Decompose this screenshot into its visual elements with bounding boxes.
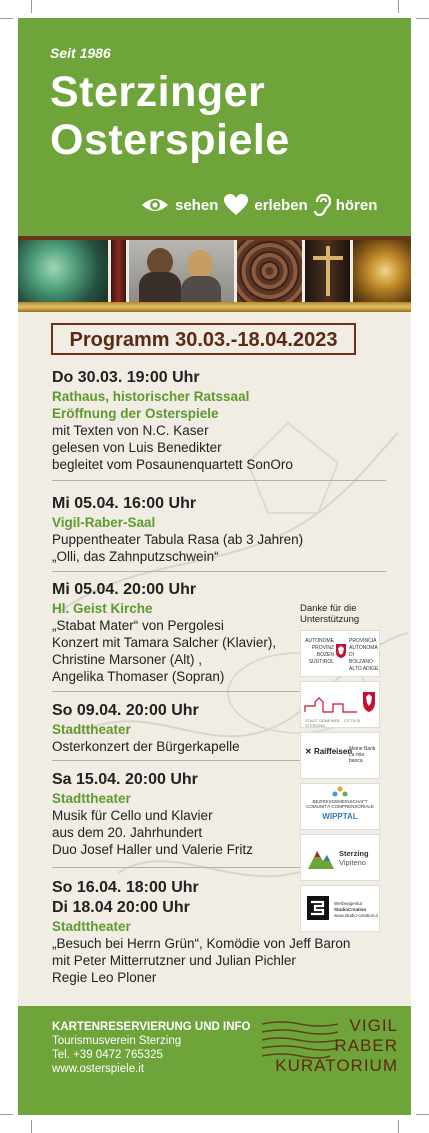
wipptal-name: WIPPTAL <box>322 812 358 821</box>
vigil-line-1: VIGIL <box>349 1016 398 1035</box>
sponsor-column <box>300 603 411 936</box>
poster-title <box>50 68 290 164</box>
crop-mark <box>416 18 429 19</box>
event-date: So 16.04. 18:00 Uhr <box>52 879 199 896</box>
crop-mark <box>416 1114 429 1115</box>
ticket-phone: Tel. +39 0472 765325 <box>52 1049 163 1061</box>
logo-stadt-sterzing <box>300 681 380 728</box>
crop-mark <box>0 1114 13 1115</box>
ticket-website[interactable]: www.osterspiele.it <box>52 1063 145 1075</box>
photo-crucifix <box>305 240 350 302</box>
event-date: Mi 05.04. 20:00 Uhr <box>52 581 197 598</box>
crop-mark <box>31 0 32 13</box>
logo-province <box>300 630 380 677</box>
province-it-2: AUTONOMA <box>349 645 378 651</box>
photo-strip <box>18 240 411 302</box>
event-1 <box>52 368 293 473</box>
sterzing-name: Sterzing <box>339 849 369 858</box>
mountain-logo-icon <box>307 845 335 871</box>
event-line: „Olli, das Zahnputzschwein“ <box>52 549 219 564</box>
event-line: gelesen von Luis Benedikter <box>52 440 222 455</box>
header-banner <box>18 18 411 236</box>
province-it-3: DI BOLZANO <box>349 652 373 665</box>
photo-musicians-portrait <box>129 240 234 302</box>
studio-creation-mark-icon <box>307 896 329 920</box>
gold-stripe <box>18 302 411 312</box>
photo-green-sculpture <box>18 240 108 302</box>
event-4 <box>52 701 240 755</box>
province-de-4: SÜDTIROL <box>308 659 334 665</box>
raiffeisen-cross-icon: ✕ <box>305 747 312 756</box>
logo-wipptal <box>300 783 380 830</box>
eagle-crest-icon <box>335 643 347 659</box>
title-line-1: Sterzinger <box>50 68 266 116</box>
raiffeisen-line-1: Meine Bank <box>349 746 376 752</box>
stadt-caption: STADT GEMEINDE - CITTÀ DI STERZING <box>305 718 361 728</box>
event-line: „Stabat Mater“ von Pergolesi <box>52 618 224 633</box>
wipptal-line-2: COMUNITÀ COMPRENSORIALE <box>306 804 374 809</box>
crop-mark <box>398 0 399 13</box>
event-line: Duo Josef Haller und Valerie Fritz <box>52 842 253 857</box>
event-2 <box>52 494 303 565</box>
logo-sterzing-vipiteno <box>300 834 380 881</box>
province-de-1: AUTONOME <box>305 638 334 644</box>
event-line: Osterkonzert der Bürgerkapelle <box>52 739 240 754</box>
province-it-4: ALTO ADIGE <box>349 666 379 672</box>
vigil-raber-logo <box>258 1014 398 1084</box>
event-venue: Rathaus, historischer Ratssaal <box>52 389 250 404</box>
sponsor-title <box>300 603 411 625</box>
vigil-line-2: RABER <box>334 1036 398 1055</box>
studio-line-1: Werbeagentur <box>334 901 363 906</box>
logo-studio-creation <box>300 885 380 932</box>
event-date: Do 30.03. 19:00 Uhr <box>52 369 200 386</box>
event-date: Sa 15.04. 20:00 Uhr <box>52 771 198 788</box>
separator <box>52 571 386 572</box>
crop-mark <box>398 1120 399 1133</box>
ticket-info <box>52 1020 251 1076</box>
event-line: aus dem 20. Jahrhundert <box>52 825 203 840</box>
ear-icon <box>313 194 331 216</box>
photo-wood-carving <box>237 240 302 302</box>
poster <box>18 18 411 1115</box>
event-highlight: Eröffnung der Osterspiele <box>52 406 219 421</box>
sponsor-title-line-2: Unterstützung <box>300 614 360 625</box>
event-line: „Besuch bei Herrn Grün“, Komödie von Jeff Baron <box>52 936 351 951</box>
footer-banner <box>18 1006 411 1115</box>
separator <box>52 480 386 481</box>
title-line-2: Osterspiele <box>50 116 290 164</box>
since-label: Seit 1986 <box>50 45 111 61</box>
slogan-hoeren: hören <box>335 196 378 214</box>
event-line: mit Texten von N.C. Kaser <box>52 423 209 438</box>
town-skyline-icon <box>303 688 377 714</box>
separator <box>52 760 300 761</box>
event-line: mit Peter Mitterrutzner und Julian Pichler <box>52 953 296 968</box>
program-title: Programm 30.03.-18.04.2023 <box>69 329 338 351</box>
province-it-1: PROVINCIA <box>349 638 377 644</box>
event-date: Mi 05.04. 16:00 Uhr <box>52 495 197 512</box>
event-3 <box>52 580 276 685</box>
wipptal-line-1: BEZIRKSGEMEINSCHAFT <box>312 799 368 804</box>
vipiteno-name: Vipiteno <box>339 858 366 867</box>
photo-brass-instrument <box>353 240 411 302</box>
event-date: So 09.04. 20:00 Uhr <box>52 702 199 719</box>
event-line: Musik für Cello und Klavier <box>52 808 213 823</box>
vigil-line-3: KURATORIUM <box>275 1056 398 1075</box>
eye-icon <box>140 195 170 215</box>
ticket-org: Tourismusverein Sterzing <box>52 1035 182 1047</box>
event-line: begleitet vom Posaunenquartett SonOro <box>52 457 293 472</box>
studio-line-3: www.studio-creation.it <box>334 913 378 918</box>
crop-mark <box>31 1120 32 1133</box>
event-line: Regie Leo Ploner <box>52 970 157 985</box>
ticket-heading: KARTENRESERVIERUNG UND INFO <box>52 1021 251 1033</box>
photo-red-detail <box>111 240 126 302</box>
event-line: Christine Marsoner (Alt) , <box>52 652 203 667</box>
event-venue: Stadttheater <box>52 722 131 737</box>
slogan-sehen: sehen <box>175 196 219 214</box>
slogan-erleben: erleben <box>254 196 308 214</box>
sponsor-title-line-1: Danke für die <box>300 603 357 614</box>
slogan <box>140 194 377 216</box>
crop-mark <box>0 18 13 19</box>
separator <box>52 691 300 692</box>
event-5 <box>52 770 253 858</box>
event-venue: Stadttheater <box>52 791 131 806</box>
event-venue: Hl. Geist Kirche <box>52 601 153 616</box>
program-title-box <box>51 323 356 355</box>
event-line: Konzert mit Tamara Salcher (Klavier), <box>52 635 277 650</box>
separator <box>52 867 300 868</box>
logo-raiffeisen <box>300 732 380 779</box>
wipptal-dots-icon <box>330 786 350 798</box>
province-de-2: PROVINZ <box>311 645 334 651</box>
province-de-3: BOZEN <box>316 652 334 658</box>
raiffeisen-name: Raiffeisen <box>313 747 353 756</box>
studio-line-2: StudioCreation <box>334 907 367 912</box>
event-line: Puppentheater Tabula Rasa (ab 3 Jahren) <box>52 532 304 547</box>
raiffeisen-line-2: La mia banca <box>349 752 365 764</box>
event-line: Angelika Thomaser (Sopran) <box>52 669 225 684</box>
event-venue: Vigil-Raber-Saal <box>52 515 156 530</box>
event-venue: Stadttheater <box>52 919 131 934</box>
heart-icon <box>223 194 249 216</box>
event-date-2: Di 18.04 20:00 Uhr <box>52 899 190 916</box>
